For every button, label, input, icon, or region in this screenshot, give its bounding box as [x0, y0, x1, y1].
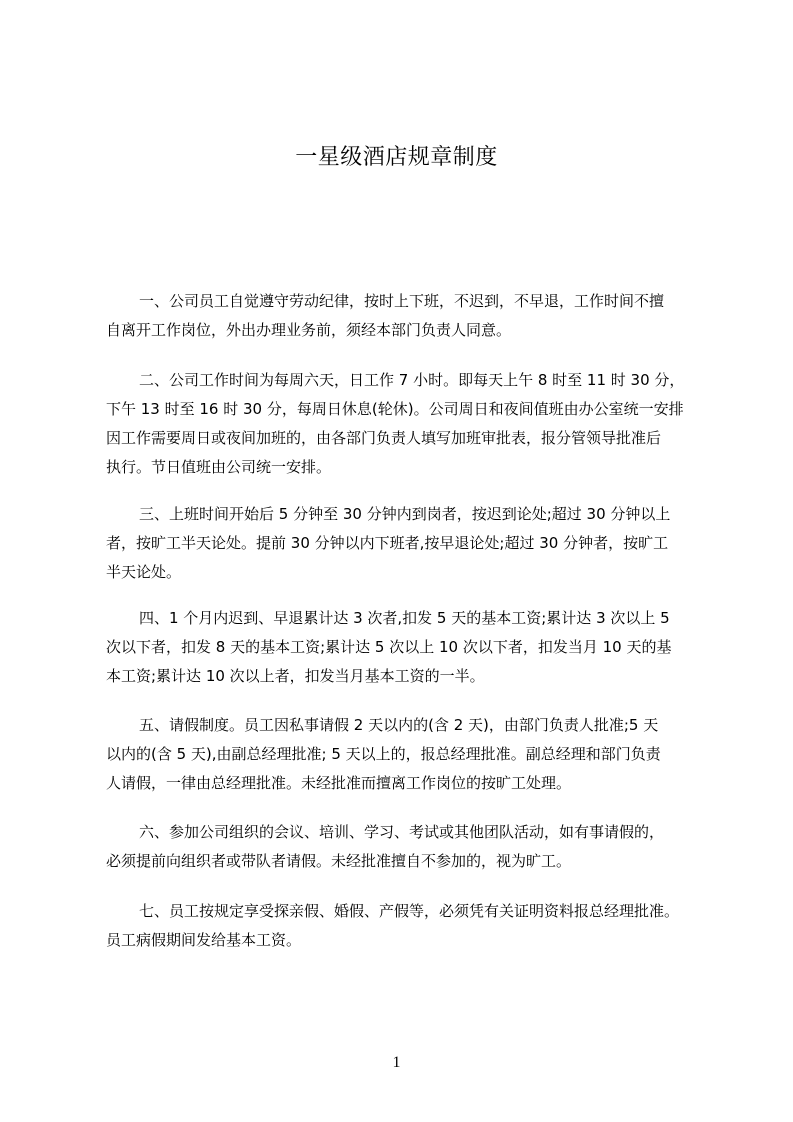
clause-line: 执行。节日值班由公司统一安排。 — [106, 458, 332, 476]
document-title: 一星级酒店规章制度 — [295, 145, 498, 170]
clause-line: 必须提前向组织者或带队者请假。未经批准擅自不参加的，视为旷工。 — [106, 852, 572, 870]
clause-line: 人请假，一律由总经理批准。未经批准而擅离工作岗位的按旷工处理。 — [106, 774, 572, 792]
clause-4 — [106, 604, 700, 691]
clause-line: 下午 13 时至 16 时 30 分，每周日休息(轮休)。公司周日和夜间值班由办公室统一安排 — [106, 400, 684, 418]
clause-6 — [106, 818, 700, 876]
page-number: 1 — [392, 1054, 401, 1071]
clause-line: 者，按旷工半天论处。提前 30 分钟以内下班者,按早退论处;超过 30 分钟者，按旷工 — [106, 534, 669, 552]
clause-line: 七、员工按规定享受探亲假、婚假、产假等，必须凭有关证明资料报总经理批准。 — [139, 902, 680, 920]
clause-3 — [106, 500, 700, 587]
clause-line: 六、参加公司组织的会议、培训、学习、考试或其他团队活动，如有事请假的， — [139, 823, 665, 841]
clause-line: 本工资;累计达 10 次以上者，扣发当月基本工资的一半。 — [106, 667, 485, 685]
clause-2 — [106, 366, 700, 482]
clause-line: 三、上班时间开始后 5 分钟至 30 分钟内到岗者，按迟到论处;超过 30 分钟以上 — [139, 505, 671, 523]
clause-line: 员工病假期间发给基本工资。 — [106, 931, 302, 949]
clause-line: 二、公司工作时间为每周六天，日工作 7 小时。即每天上午 8 时至 11 时 30 分， — [139, 371, 685, 389]
clause-line: 一、公司员工自觉遵守劳动纪律，按时上下班，不迟到，不早退，工作时间不擅 — [139, 292, 665, 310]
clause-line: 自离开工作岗位，外出办理业务前，须经本部门负责人同意。 — [106, 321, 512, 339]
clause-1 — [106, 287, 700, 345]
clause-line: 次以下者，扣发 8 天的基本工资;累计达 5 次以上 10 次以下者，扣发当月 10 天的基 — [106, 638, 672, 656]
clause-line: 半天论处。 — [106, 563, 182, 581]
clause-line: 四、1 个月内迟到、早退累计达 3 次者,扣发 5 天的基本工资;累计达 3 次以上 5 — [139, 609, 670, 627]
clause-7 — [106, 897, 700, 955]
clause-line: 以内的(含 5 天),由副总经理批准; 5 天以上的，报总经理批准。副总经理和部门负责 — [106, 745, 661, 763]
clause-line: 因工作需要周日或夜间加班的，由各部门负责人填写加班审批表，报分管领导批准后 — [106, 429, 662, 447]
clause-5 — [106, 711, 700, 798]
clause-line: 五、请假制度。员工因私事请假 2 天以内的(含 2 天)，由部门负责人批准;5 天 — [139, 716, 659, 734]
